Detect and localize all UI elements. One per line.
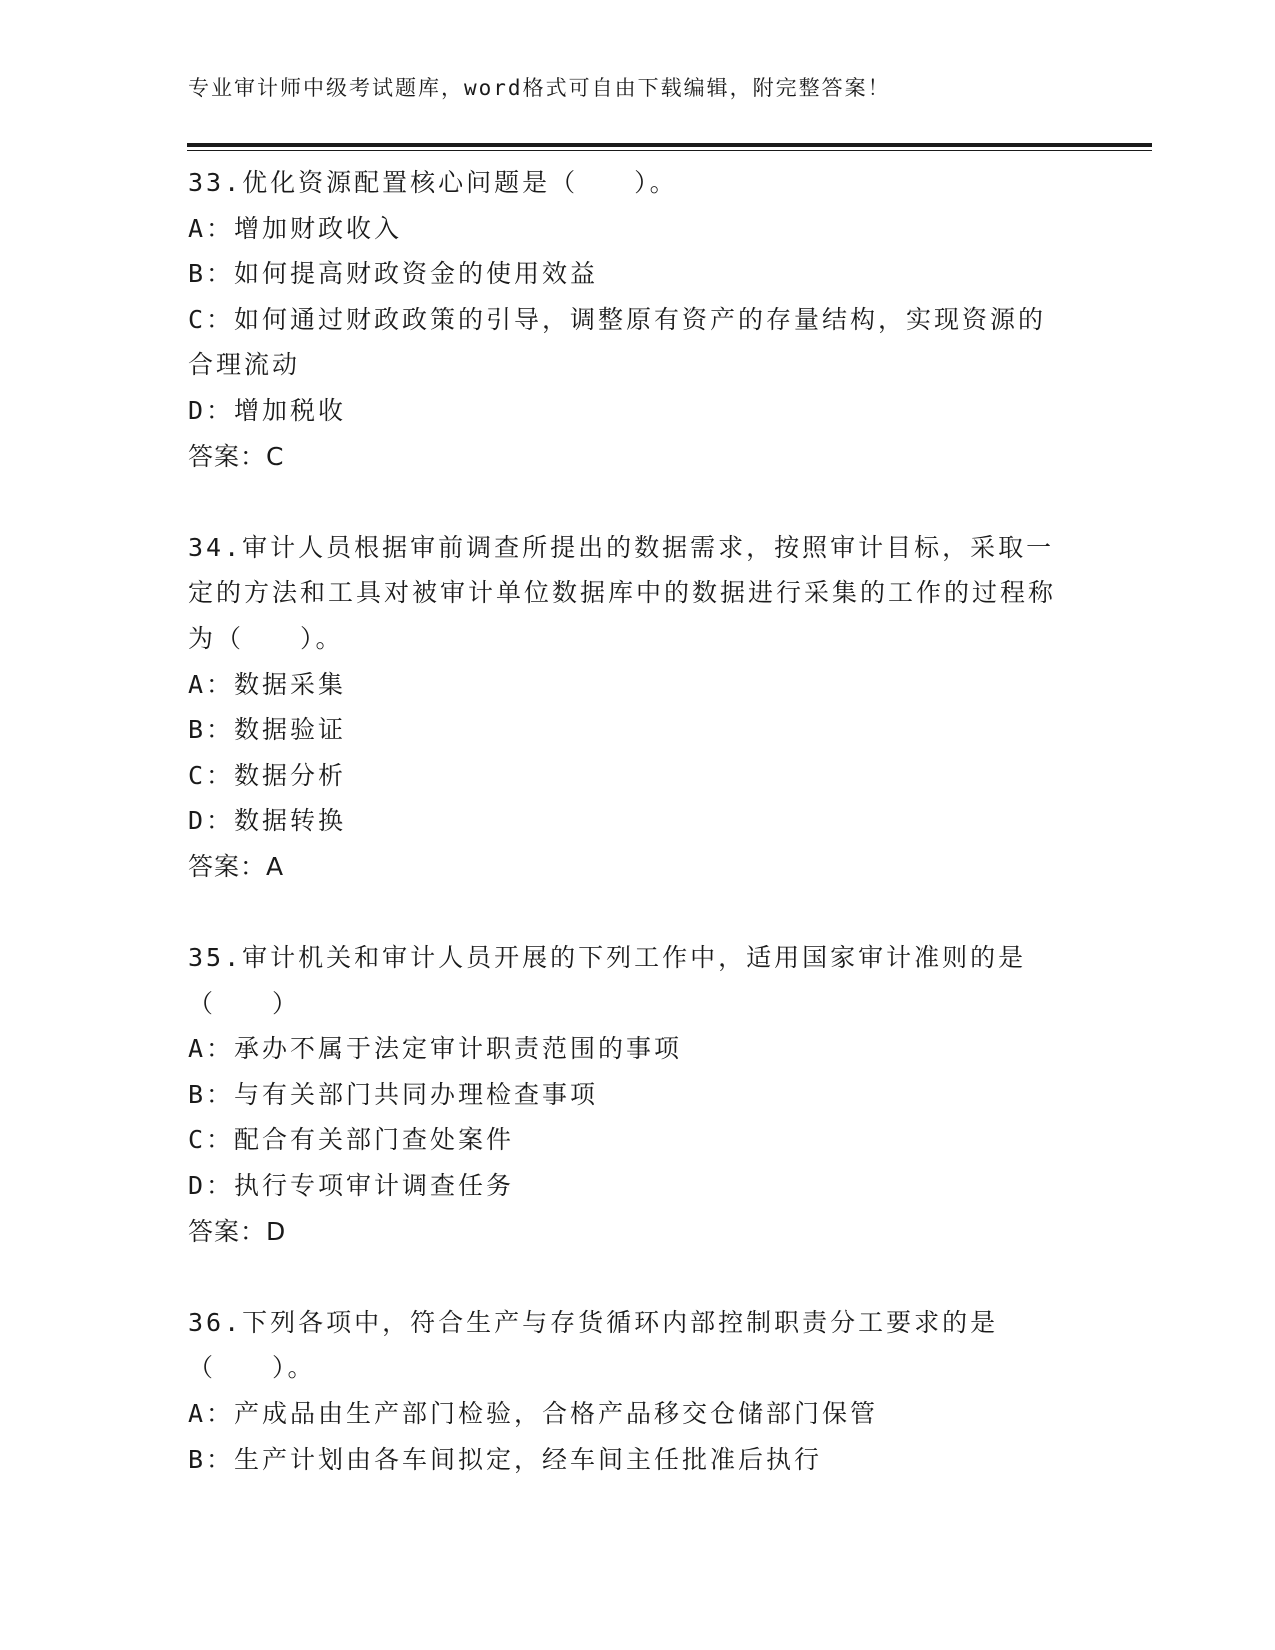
option-a: A：产成品由生产部门检验，合格产品移交仓储部门保管 [188,1399,879,1429]
spacer [188,1254,1068,1300]
option-d: D：执行专项审计调查任务 [188,1171,515,1201]
question-33 [188,160,1068,479]
question-stem: 35.审计机关和审计人员开展的下列工作中，适用国家审计准则的是（ ） [188,943,1027,1018]
option-a: A：数据采集 [188,669,347,699]
answer-line [188,1209,1068,1255]
answer-line [188,844,1068,890]
option-a: A：承办不属于法定审计职责范围的事项 [188,1034,683,1064]
answer-value: A [266,851,285,881]
question-35 [188,935,1068,1254]
question-stem: 33.优化资源配置核心问题是（ ）。 [188,168,678,197]
answer-line [188,434,1068,480]
question-stem: 36.下列各项中，符合生产与存货循环内部控制职责分工要求的是（ ）。 [188,1307,999,1383]
answer-label: 答案： [188,1216,267,1246]
option-c: C：如何通过财政政策的引导，调整原有资产的存量结构，实现资源的合理流动 [188,304,1047,380]
option-b: B：如何提高财政资金的使用效益 [188,259,599,289]
header-divider-thin [187,150,1152,151]
option-c: C：数据分析 [188,760,347,790]
option-c: C：配合有关部门查处案件 [188,1125,515,1155]
question-list [188,160,1068,1482]
answer-label: 答案： [188,851,267,881]
option-b: B：生产计划由各车间拟定，经车间主任批准后执行 [188,1444,823,1474]
option-a: A：增加财政收入 [188,213,403,243]
answer-value: D [266,1216,287,1246]
spacer [188,890,1068,936]
option-d: D：增加税收 [188,395,347,425]
page-header: 专业审计师中级考试题库，word格式可自由下载编辑，附完整答案！ [188,76,891,100]
question-34 [188,525,1068,890]
answer-value: C [266,441,285,471]
option-d: D：数据转换 [188,806,347,836]
question-stem: 34.审计人员根据审前调查所提出的数据需求，按照审计目标，采取一定的方法和工具对被审计单位数据库中的数据进行采集的工作的过程称为（ ）。 [188,532,1057,653]
question-36 [188,1300,1068,1482]
option-b: B：数据验证 [188,715,347,745]
header-divider-thick [187,143,1152,147]
option-b: B：与有关部门共同办理检查事项 [188,1079,599,1109]
spacer [188,479,1068,525]
answer-label: 答案： [188,441,267,471]
